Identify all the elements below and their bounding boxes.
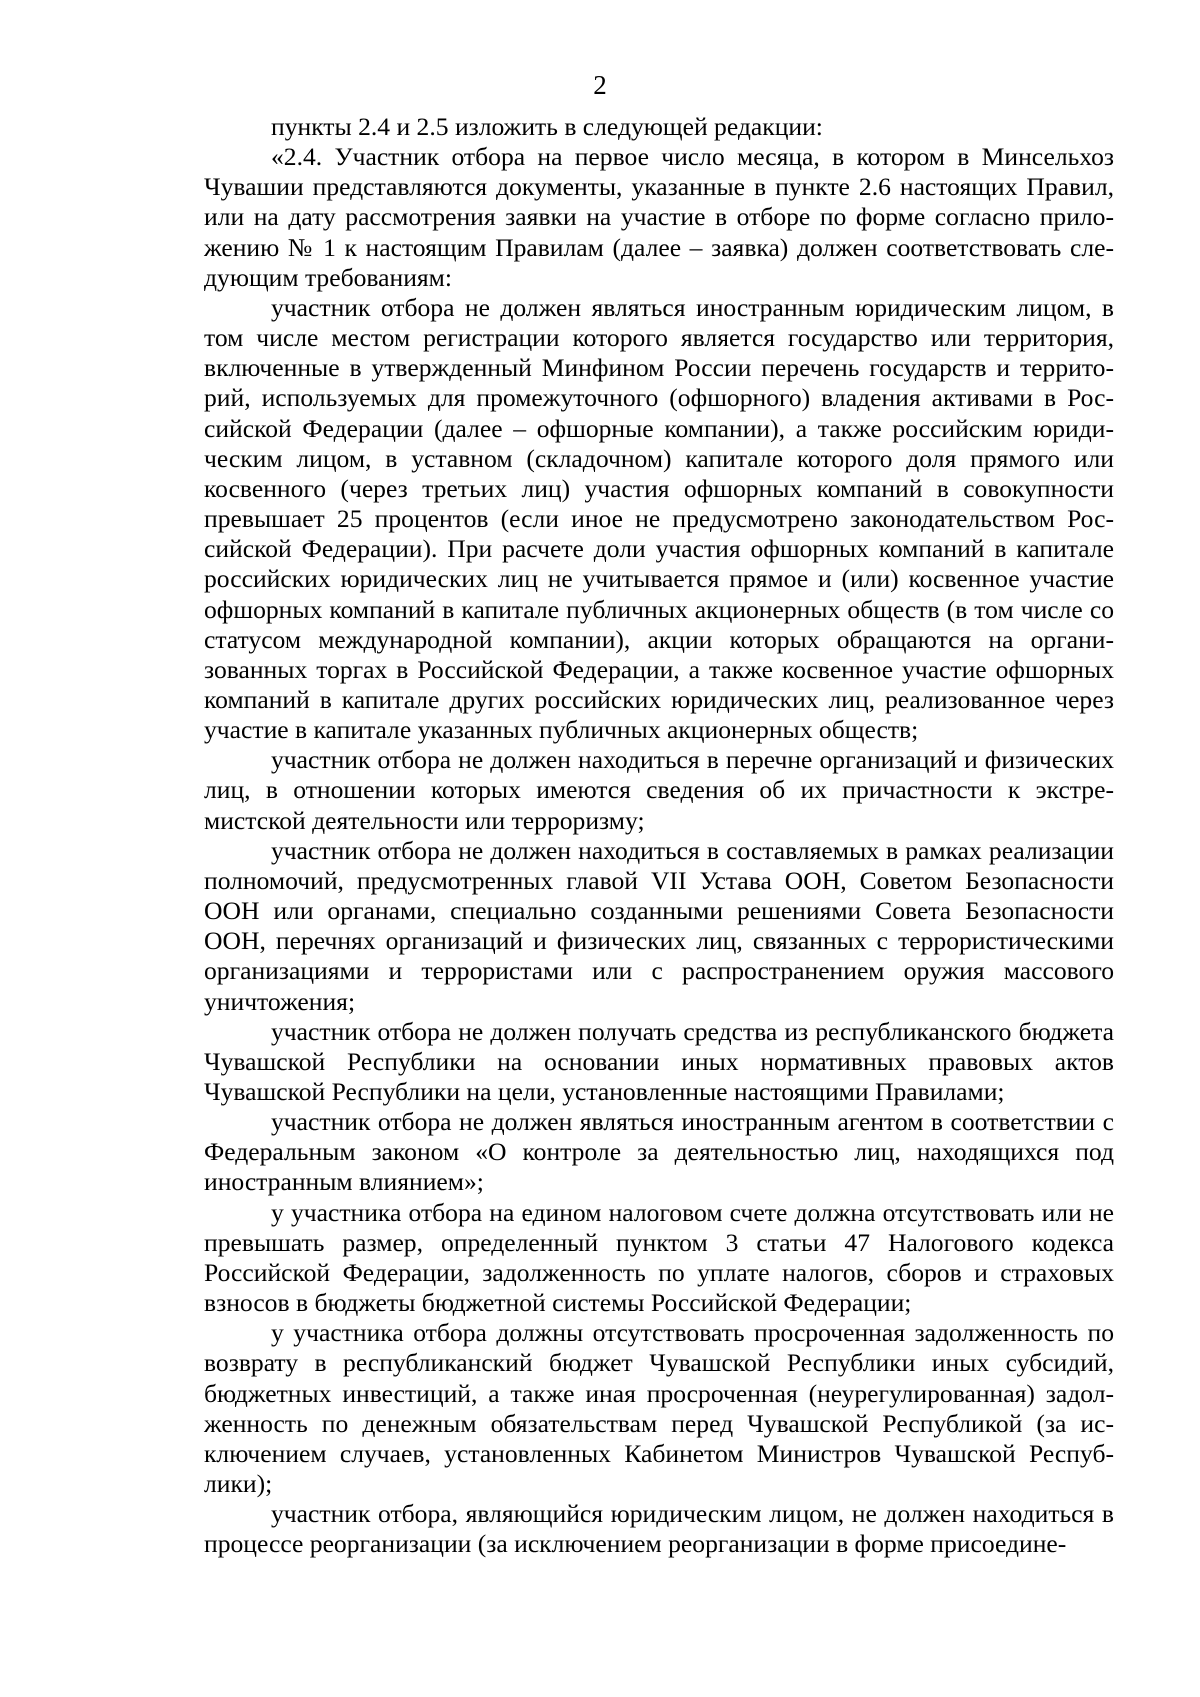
paragraph-extremism-list: участник отбора не должен находиться в перечне организаций и физических лиц, в отношении которых имеются сведения об их причастности к экстремистской деятельности или терроризму; (204, 745, 1114, 835)
paragraph-tax-debt: у участника отбора на едином налоговом счете должна отсутствовать или не превышать размер, определенный пунктом 3 статьи 47 Налогового кодекса Российской Федерации, задолженность по уплате налогов, сборов и страховых взносов в бюджеты бюджетной системы Российской Федерации; (204, 1197, 1114, 1318)
paragraph-foreign-agent: участник отбора не должен являться иностранным агентом в соответствии с Федеральным законом «О контроле за деятельностью лиц, находящихся под иностранным влиянием»; (204, 1107, 1114, 1197)
paragraph-reorganization: участник отбора, являющийся юридическим лицом, не должен находиться в процессе реорганизации (за исключением реорганизации в форме присоедине- (204, 1499, 1114, 1559)
page-number: 2 (593, 70, 607, 100)
paragraph-amendment-intro: пункты 2.4 и 2.5 изложить в следующей редакции: (271, 112, 823, 141)
paragraph-overdue-debt: у участника отбора должны отсутствовать просроченная задолженность по возврату в республиканский бюджет Чувашской Республики иных субсидий, бюджетных инвестиций, а также иная просроченная (неурегулированная) задолженность по денежным обязательствам перед Чувашской Республикой (за исключением случаев, установленных Кабинетом Министров Чувашской Республики); (204, 1318, 1114, 1499)
document-body (204, 112, 1114, 1560)
paragraph-un-sanctions-list: участник отбора не должен находиться в составляемых в рамках реализации полномочий, предусмотренных главой VII Устава ООН, Советом Безопасности ООН или органами, специально созданными решениями Совета Безопасности ООН, перечнях организаций и физических лиц, связанных с террористическими организациями и террористами или с распространением оружия массового уничтожения; (204, 835, 1114, 1016)
paragraph-offshore-requirement: участник отбора не должен являться иностранным юридическим лицом, в том числе местом регистрации которого является государство или территория, включенные в утвержденный Минфином России перечень государств и территорий, используемых для промежуточного (офшорного) владения активами в Российской Федерации (далее – офшорные компании), а также российским юридическим лицом, в уставном (складочном) капитале которого доля прямого или косвенного (через третьих лиц) участия офшорных компаний в совокупности превышает 25 процентов (если иное не предусмотрено законодательством Российской Федерации). При расчете доли участия офшорных компаний в капитале российских юридических лиц не учитывается прямое и (или) косвенное участие офшорных компаний в капитале публичных акционерных обществ (в том числе со статусом международной компании), акции которых обращаются на организованных торгах в Российской Федерации, а также косвенное участие офшорных компаний в капитале других российских юридических лиц, реализованное через участие в капитале указанных публичных акционерных обществ; (204, 292, 1114, 745)
paragraph-budget-funds: участник отбора не должен получать средства из республиканского бюджета Чувашской Республики на основании иных нормативных правовых актов Чувашской Республики на цели, установленные настоящими Правилами; (204, 1016, 1114, 1106)
paragraph-clause-2-4: «2.4. Участник отбора на первое число месяца, в котором в Минсельхоз Чувашии представляются документы, указанные в пункте 2.6 настоящих Правил, или на дату рассмотрения заявки на участие в отборе по форме согласно приложению № 1 к настоящим Правилам (далее – заявка) должен соответствовать следующим требованиям: (204, 142, 1114, 292)
